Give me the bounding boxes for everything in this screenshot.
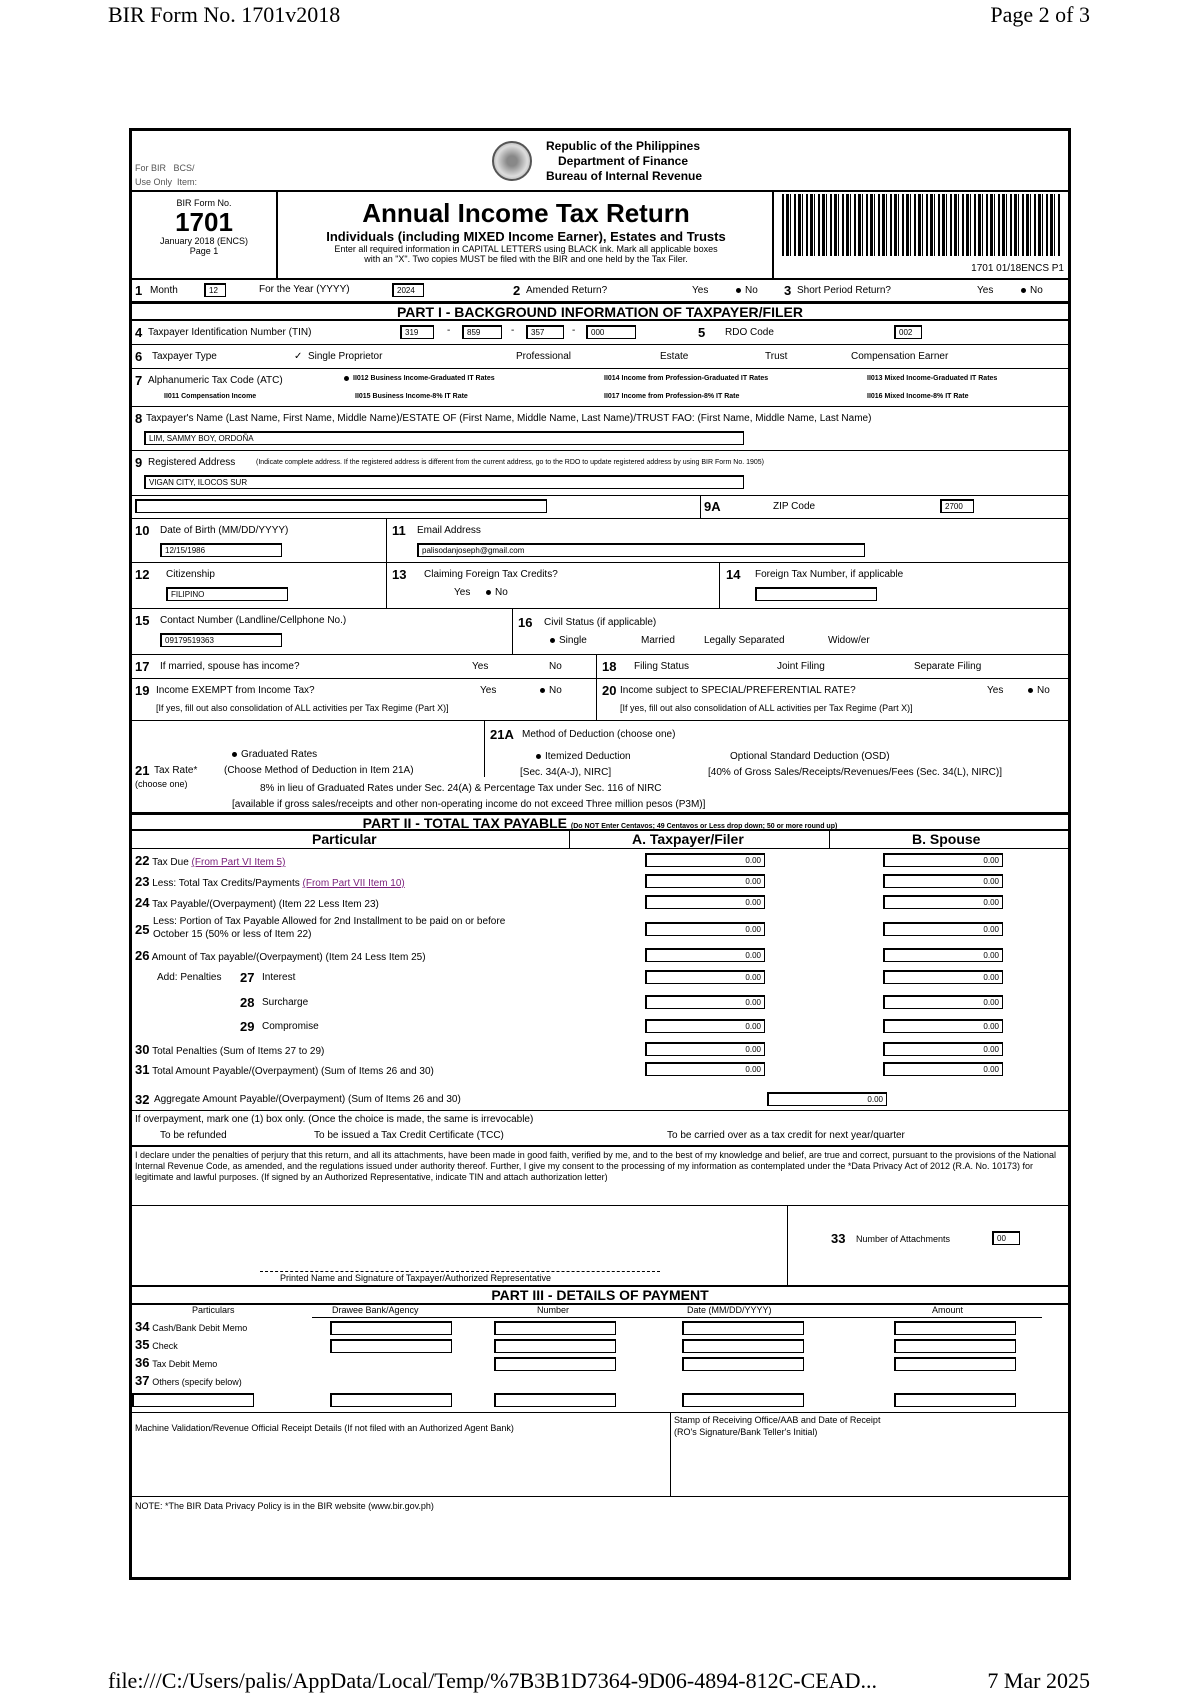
tdm-amount-field[interactable] [894, 1357, 1016, 1371]
citizenship-field[interactable]: FILIPINO [166, 587, 288, 601]
compromise-b[interactable]: 0.00 [883, 1019, 1003, 1033]
payment-row-check: 35 Check [135, 1337, 178, 1352]
short-period-yes[interactable]: Yes [977, 285, 994, 296]
interest-a[interactable]: 0.00 [645, 970, 765, 984]
item-31: 31 Total Amount Payable/(Overpayment) (Sum of Items 26 and 30) 0.00 0.00 [135, 1062, 1055, 1080]
tin-part-4[interactable]: 000 [586, 325, 636, 339]
civil-legally-separated[interactable]: Legally Separated [704, 635, 785, 646]
type-estate[interactable]: Estate [660, 351, 689, 362]
tin-part-3[interactable]: 357 [526, 325, 564, 339]
signature-label: Printed Name and Signature of Taxpayer/Authorized Representative [280, 1273, 551, 1283]
atc-ii014[interactable]: II014 Income from Profession-Graduated IT Rates [604, 375, 769, 382]
tax-credits-a[interactable]: 0.00 [645, 874, 765, 888]
others-number-field[interactable] [494, 1393, 616, 1407]
taxpayer-name-field[interactable]: LIM, SAMMY BOY, ORDOÑA [144, 431, 744, 445]
rate-graduated[interactable]: Graduated Rates [232, 749, 317, 760]
overpayment-options: If overpayment, mark one (1) box only. (Once the choice is made, the same is irrevocable) To be refunded To be issued a Tax Credit Certificate (TCC) To be carried over as a tax credit for next year/quarter [132, 1111, 1068, 1147]
rdo-code-field[interactable]: 002 [894, 325, 922, 339]
aggregate-payable[interactable]: 0.00 [767, 1092, 887, 1106]
check-icon: ✓ [294, 351, 303, 362]
rate-eight-percent[interactable]: 8% in lieu of Graduated Rates under Sec. 24(A) & Percentage Tax under Sec. 116 of NIRC [260, 783, 662, 794]
others-amount-field[interactable] [894, 1393, 1016, 1407]
cash-number-field[interactable] [494, 1321, 616, 1335]
item-25: 25 Less: Portion of Tax Payable Allowed for 2nd Installment to be paid on or before October 15 (50% or less of Item 22) 0.00 0.00 [135, 916, 1055, 944]
validation-block: Machine Validation/Revenue Official Receipt Details (If not filed with an Authorized Agent Bank) Stamp of Receiving Office/AAB and Date of Receipt (RO's Signature/Bank Teller's Initial) [132, 1413, 1068, 1497]
tdm-date-field[interactable] [682, 1357, 804, 1371]
tax-payable-b[interactable]: 0.00 [883, 895, 1003, 909]
atc-ii016[interactable]: II016 Mixed Income-8% IT Rate [867, 393, 969, 400]
atc-ii012[interactable]: II012 Business Income-Graduated IT Rates [344, 375, 495, 382]
selected-radio-icon [736, 288, 741, 293]
agency-header: Republic of the Philippines Department of Finance Bureau of Internal Revenue [546, 139, 703, 183]
interest-b[interactable]: 0.00 [883, 970, 1003, 984]
civil-single[interactable]: Single [550, 635, 587, 646]
others-date-field[interactable] [682, 1393, 804, 1407]
privacy-note: NOTE: *The BIR Data Privacy Policy is in the BIR website (www.bir.gov.ph) [135, 1501, 434, 1511]
print-footer-url: file:///C:/Users/palis/AppData/Local/Temp/%7B3B1D7364-9D06-4894-812C-CEAD... [108, 1668, 877, 1693]
print-header-page: Page 2 of 3 [990, 2, 1090, 27]
row-taxpayer-type: 6 Taxpayer Type ✓ Single Proprietor Professional Estate Trust Compensation Earner [132, 345, 1068, 369]
declaration-block: I declare under the penalties of perjury that this return, and all its attachments, have been made in good faith, verified by me, and to the best of my knowledge and belief, are true and correct, pursuant to the provisions of the National Internal Revenue Code, as amended, and the regulations issued under authority thereof. Further, I give my consent to the processing of my information as contemplated under the *Data Privacy Act of 2012 (R.A. No. 10173) for legitimate and lawful purposes. (If signed by an Authorized Representative, indicate TIN and attach authorization letter) Printed Name and Signature of Taxpayer/Authorized Representative 33 Number of Attachments 00 [132, 1147, 1068, 1287]
second-installment-b[interactable]: 0.00 [883, 922, 1003, 936]
filing-joint[interactable]: Joint Filing [777, 661, 825, 672]
item-28: 28 Surcharge 0.00 0.00 [135, 995, 1055, 1013]
spouse-income-yes[interactable]: Yes [472, 661, 489, 672]
form-number-block: BIR Form No. 1701 January 2018 (ENCS) Page 1 [132, 192, 278, 278]
amended-yes[interactable]: Yes [692, 285, 709, 296]
payment-row-others: 37 Others (specify below) [135, 1373, 242, 1388]
form-title-block: Annual Income Tax Return Individuals (including MIXED Income Earner), Estates and Trusts Enter all required information in CAPITAL LETTERS using BLACK ink. Mark all applicable boxes with an "X". Two copies MUST be filed with the BIR and one held by the Tax Filer. [280, 192, 772, 278]
attachments-field[interactable]: 00 [992, 1231, 1020, 1245]
tax-credits-b[interactable]: 0.00 [883, 874, 1003, 888]
selected-radio-icon [344, 376, 349, 381]
others-bank-field[interactable] [330, 1393, 452, 1407]
selected-radio-icon [550, 638, 555, 643]
atc-ii017[interactable]: II017 Income from Profession-8% IT Rate [604, 393, 740, 400]
others-specify-field[interactable] [132, 1393, 254, 1407]
birth-date-field[interactable]: 12/15/1986 [160, 543, 282, 557]
item-29: 29 Compromise 0.00 0.00 [135, 1019, 1055, 1037]
civil-widower[interactable]: Widow/er [828, 635, 870, 646]
filing-separate[interactable]: Separate Filing [914, 661, 982, 672]
special-no[interactable]: No [1028, 685, 1050, 696]
amount-payable-b[interactable]: 0.00 [883, 948, 1003, 962]
tdm-number-field[interactable] [494, 1357, 616, 1371]
overpay-refund[interactable]: To be refunded [160, 1130, 227, 1141]
bir-form-1701 [129, 128, 1071, 1580]
tax-due-b[interactable]: 0.00 [883, 853, 1003, 867]
check-bank-field[interactable] [330, 1339, 452, 1353]
exempt-no[interactable]: No [540, 685, 562, 696]
row-exempt-special: 19 Income EXEMPT from Income Tax? Yes No [If yes, fill out also consolidation of ALL activities per Tax Regime (Part X)] 20 Income subject to SPECIAL/PREFERENTIAL RATE? Yes No [If yes, fill out also consolidation of ALL activities per Tax Regime (Part X)] [132, 679, 1068, 721]
bir-seal-icon [492, 141, 532, 181]
short-period-no[interactable]: No [1021, 285, 1043, 296]
special-yes[interactable]: Yes [987, 685, 1004, 696]
for-bir-use: For BIR BCS/ Use Only Item: [135, 163, 198, 187]
atc-ii013[interactable]: II013 Mixed Income-Graduated IT Rates [867, 375, 998, 382]
row-tin: 4 Taxpayer Identification Number (TIN) 319 - 859 - 357 - 000 5 RDO Code 002 [132, 321, 1068, 345]
total-penalties-a[interactable]: 0.00 [645, 1042, 765, 1056]
deduction-osd[interactable]: Optional Standard Deduction (OSD) [730, 751, 890, 762]
barcode-block: 1701 01/18ENCS P1 [772, 192, 1068, 278]
second-installment-a[interactable]: 0.00 [645, 922, 765, 936]
foreign-credit-no[interactable]: No [486, 587, 508, 598]
part2-title: PART II - TOTAL TAX PAYABLE (Do NOT Enter Centavos; 49 Centavos or Less drop down; 50 or more round up) [132, 813, 1068, 831]
selected-radio-icon [1028, 688, 1033, 693]
check-number-field[interactable] [494, 1339, 616, 1353]
email-field[interactable]: palisodanjoseph@gmail.com [417, 543, 865, 557]
overpay-carry-over[interactable]: To be carried over as a tax credit for next year/quarter [667, 1130, 905, 1141]
part1-title: PART I - BACKGROUND INFORMATION OF TAXPAYER/FILER [132, 302, 1068, 321]
overpay-tcc[interactable]: To be issued a Tax Credit Certificate (TCC) [314, 1130, 504, 1141]
type-single-proprietor[interactable]: ✓ Single Proprietor [294, 351, 383, 362]
selected-radio-icon [536, 754, 541, 759]
tax-due-a[interactable]: 0.00 [645, 853, 765, 867]
row-contact-civil: 15 Contact Number (Landline/Cellphone No.) 09179519363 16 Civil Status (if applicable) Single Married Legally Separated Widow/er [132, 609, 1068, 655]
zip-code-field[interactable]: 2700 [940, 499, 974, 513]
check-amount-field[interactable] [894, 1339, 1016, 1353]
total-payable-b[interactable]: 0.00 [883, 1062, 1003, 1076]
foreign-tin-field[interactable] [755, 587, 877, 601]
check-date-field[interactable] [682, 1339, 804, 1353]
total-payable-a[interactable]: 0.00 [645, 1062, 765, 1076]
item-27: Add: Penalties 27 Interest 0.00 0.00 [135, 970, 1055, 988]
address-line-2[interactable] [135, 499, 547, 513]
amended-no[interactable]: No [736, 285, 758, 296]
payment-row-cash: 34 Cash/Bank Debit Memo [135, 1319, 248, 1334]
item-26: 26 Amount of Tax payable/(Overpayment) (Item 24 Less Item 25) 0.00 0.00 [135, 948, 1055, 966]
address-line-1[interactable]: VIGAN CITY, ILOCOS SUR [144, 475, 744, 489]
item-32: 32 Aggregate Amount Payable/(Overpayment) (Sum of Items 26 and 30) 0.00 [132, 1089, 1068, 1111]
type-professional[interactable]: Professional [516, 351, 572, 362]
compromise-a[interactable]: 0.00 [645, 1019, 765, 1033]
spouse-income-no[interactable]: No [549, 661, 562, 672]
item-22: 22 Tax Due (From Part VI Item 5) 0.00 0.00 [135, 853, 1055, 871]
part2-header: Particular A. Taxpayer/Filer B. Spouse [132, 831, 1068, 849]
selected-radio-icon [232, 752, 237, 757]
row-birth-email: 10 Date of Birth (MM/DD/YYYY) 12/15/1986 11 Email Address palisodanjoseph@gmail.com [132, 519, 1068, 563]
print-footer-date: 7 Mar 2025 [987, 1668, 1090, 1693]
item-24: 24 Tax Payable/(Overpayment) (Item 22 Less Item 23) 0.00 0.00 [135, 895, 1055, 913]
form-title: Annual Income Tax Return [362, 198, 690, 228]
cash-date-field[interactable] [682, 1321, 804, 1335]
year-field[interactable]: 2024 [392, 283, 424, 297]
row-spouse-filing: 17 If married, spouse has income? Yes No 18 Filing Status Joint Filing Separate Filing [132, 655, 1068, 679]
row-name: 8 Taxpayer's Name (Last Name, First Name, Middle Name)/ESTATE OF (First Name, Middle Name, Last Name)/TRUST FAO: (First Name, Middle Name, Last Name) LIM, SAMMY BOY, ORDOÑA [132, 407, 1068, 451]
row-citizenship: 12 Citizenship FILIPINO 13 Claiming Foreign Tax Credits? Yes No 14 Foreign Tax Number, if applicable [132, 563, 1068, 609]
civil-married[interactable]: Married [641, 635, 675, 646]
link-part-vi[interactable]: (From Part VI Item 5) [191, 857, 286, 868]
amount-payable-a[interactable]: 0.00 [645, 948, 765, 962]
part2-items [132, 849, 1068, 1089]
link-part-vii[interactable]: (From Part VII Item 10) [302, 878, 405, 889]
atc-ii015[interactable]: II015 Business Income-8% IT Rate [355, 393, 468, 400]
selected-radio-icon [486, 590, 491, 595]
foreign-credit-yes[interactable]: Yes [454, 587, 471, 598]
atc-ii011[interactable]: II011 Compensation Income [164, 393, 257, 400]
surcharge-b[interactable]: 0.00 [883, 995, 1003, 1009]
payment-row-tdm: 36 Tax Debit Memo [135, 1355, 218, 1370]
print-header-title: BIR Form No. 1701v2018 [108, 2, 341, 27]
contact-number-field[interactable]: 09179519363 [160, 633, 282, 647]
surcharge-a[interactable]: 0.00 [645, 995, 765, 1009]
selected-radio-icon [540, 688, 545, 693]
type-trust[interactable]: Trust [765, 351, 788, 362]
declaration-text: I declare under the penalties of perjury that this return, and all its attachments, have been made in good faith, verified by me, and to the best of my knowledge and belief, are true and correct, pursuant to the provisions of the National Internal Revenue Code, as amended, and the regulations issued under authority thereof. Further, I give my consent to the processing of my information as contemplated under the *Data Privacy Act of 2012 (R.A. No. 10173) for legitimate and lawful purposes. (If signed by an Authorized Representative, indicate TIN and attach authorization letter) [135, 1150, 1057, 1182]
tin-part-1[interactable]: 319 [400, 325, 434, 339]
month-field[interactable]: 12 [204, 283, 226, 297]
type-compensation-earner[interactable]: Compensation Earner [851, 351, 949, 362]
exempt-yes[interactable]: Yes [480, 685, 497, 696]
row-address: 9 Registered Address (Indicate complete address. If the registered address is different from the current address, go to the RDO to update registered address by using BIR Form No. 1905) VIGAN CITY, ILOCOS SUR 9A ZIP Code 2700 [132, 451, 1068, 519]
row-atc: 7 Alphanumeric Tax Code (ATC) II012 Business Income-Graduated IT Rates II014 Income from Profession-Graduated IT Rates II013 Mixed Income-Graduated IT Rates II011 Compensation Income II015 Business Income-8% IT Rate II017 Income from Profession-8% IT Rate II016 Mixed Income-8% IT Rate [132, 369, 1068, 407]
barcode-icon [782, 194, 1060, 256]
payment-details: Particulars Drawee Bank/Agency Number Date (MM/DD/YYYY) Amount 34 Cash/Bank Debit Memo 35 Check 36 Tax Debit Memo 37 Others (specify below) [132, 1305, 1068, 1413]
tin-part-2[interactable]: 859 [462, 325, 502, 339]
part3-title: PART III - DETAILS OF PAYMENT [132, 1287, 1068, 1305]
cash-bank-field[interactable] [330, 1321, 452, 1335]
selected-radio-icon [1021, 288, 1026, 293]
row-tax-rate: 21 Tax Rate* (choose one) Graduated Rates (Choose Method of Deduction in Item 21A) 21A Method of Deduction (choose one) Itemized Deduction [Sec. 34(A-J), NIRC] Optional Standard Deduction (OSD) [40% of Gross Sales/Receipts/Revenues/Fees (Sec. 34(L), NIRC)] 8% in lieu of Graduated Rates under Sec. 24(A) & Percentage Tax under Sec. 116 of NIRC [available if gross sales/receipts and other non-operating income do not exceed Three million pesos (P3M)] [132, 721, 1068, 813]
row-period: 1 Month 12 For the Year (YYYY) 2024 2 Amended Return? Yes No 3 Short Period Return? Yes No [132, 280, 1068, 302]
tax-payable-a[interactable]: 0.00 [645, 895, 765, 909]
item-30: 30 Total Penalties (Sum of Items 27 to 29) 0.00 0.00 [135, 1042, 1055, 1060]
total-penalties-b[interactable]: 0.00 [883, 1042, 1003, 1056]
item-23: 23 Less: Total Tax Credits/Payments (From Part VII Item 10) 0.00 0.00 [135, 874, 1055, 892]
cash-amount-field[interactable] [894, 1321, 1016, 1335]
deduction-itemized[interactable]: Itemized Deduction [536, 751, 631, 762]
